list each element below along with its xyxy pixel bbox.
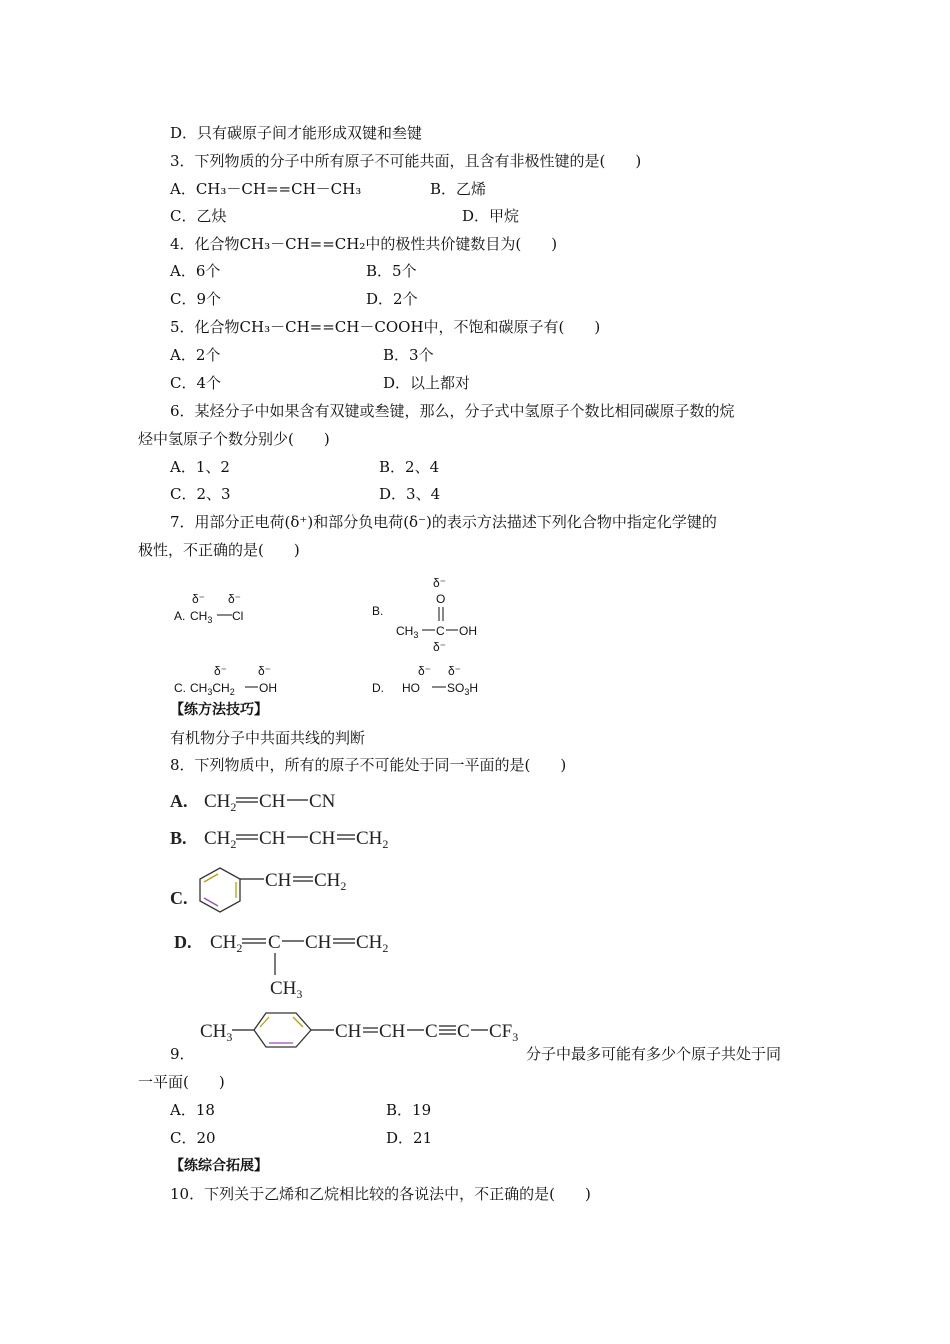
q6-option-a: A．1、2 — [170, 458, 230, 476]
q3-stem: 3．下列物质的分子中所有原子不可能共面，且含有非极性键的是( ) — [170, 152, 642, 170]
q4-stem: 4．化合物CH₃－CH==CH₂中的极性共价键数目为( ) — [170, 235, 558, 253]
q9-ch3: $CH_3$ — [200, 1021, 233, 1044]
q5-stem: 5．化合物CH₃－CH==CH－COOH中，不饱和碳原子有( ) — [170, 318, 601, 336]
q8-options-figure — [168, 785, 548, 1000]
q8-d-label: D. — [174, 932, 192, 952]
q7-b-label: B. — [372, 604, 384, 618]
q2-option-d: D．只有碳原子间才能形成双键和叁键 — [170, 124, 423, 142]
q7-c-label: C. — [174, 681, 186, 695]
q9-c1: C — [425, 1021, 438, 1042]
q8-a-ch: CH — [259, 791, 286, 812]
q7-a-ch3: $CH_3$ — [190, 609, 213, 625]
q3-option-b: B．乙烯 — [430, 180, 487, 198]
q9-c2: C — [457, 1021, 470, 1042]
q7-b-delta-top: δ⁻ — [433, 576, 447, 590]
q9-ch1: CH — [335, 1021, 362, 1042]
q7-c-oh: OH — [259, 681, 277, 695]
q8-stem: 8．下列物质中，所有的原子不可能处于同一平面的是( ) — [170, 756, 567, 774]
q8-a-cn: CN — [309, 791, 336, 812]
q3-option-d: D．甲烷 — [462, 207, 520, 225]
q8-d-ch2b: $CH_2$ — [356, 932, 389, 955]
q7-stem-line2: 极性，不正确的是( ) — [138, 541, 300, 559]
q9-cf3: $CF_3$ — [489, 1021, 519, 1044]
q7-b-oh: OH — [459, 624, 477, 638]
q7-d-so3h: $SO_3H$ — [447, 681, 479, 697]
q7-b-delta-bottom: δ⁻ — [433, 640, 447, 654]
q7-a-cl: Cl — [232, 609, 244, 623]
q9-option-b: B．19 — [386, 1101, 432, 1119]
q8-c-label: C. — [170, 888, 188, 908]
q7-c-delta1: δ⁻ — [214, 664, 228, 678]
q8-c-ch2: $CH_2$ — [314, 870, 347, 893]
q4-option-a: A．6个 — [170, 262, 221, 280]
q7-a-label: A. — [174, 609, 186, 623]
q8-d-ch2a: $CH_2$ — [210, 932, 243, 955]
q8-b-ch2b: $CH_2$ — [356, 828, 389, 851]
q9-molecule-figure — [198, 1003, 538, 1055]
q10-stem: 10．下列关于乙烯和乙烷相比较的各说法中，不正确的是( ) — [170, 1185, 591, 1203]
q7-c-delta2: δ⁻ — [258, 664, 272, 678]
q9-option-d: D．21 — [386, 1129, 433, 1147]
q7-stem-line1: 7．用部分正电荷(δ⁺)和部分负电荷(δ⁻)的表示方法描述下列化合物中指定化学键的 — [170, 513, 717, 531]
section-subtitle: 有机物分子中共面共线的判断 — [170, 729, 366, 747]
q8-a-label: A. — [170, 791, 188, 811]
q9-ch2: CH — [379, 1021, 406, 1042]
section-heading-methods: 【练方法技巧】 — [170, 702, 268, 718]
q8-c-benzene-ring — [200, 868, 240, 912]
q7-d-label: D. — [372, 681, 384, 695]
q8-b-ch1: CH — [259, 828, 286, 849]
q4-option-d: D．2个 — [366, 290, 418, 308]
q7-b-c: C — [436, 624, 445, 638]
q8-a-ch2: $CH_2$ — [204, 791, 237, 814]
q7-b-ch3: $CH_3$ — [396, 624, 419, 640]
q9-stem-line1: 分子中最多可能有多少个原子共处于同 — [526, 1045, 782, 1063]
q6-stem-line2: 烃中氢原子个数分别少( ) — [138, 430, 330, 448]
q8-b-ch2a: $CH_2$ — [204, 828, 237, 851]
q8-b-label: B. — [170, 828, 187, 848]
q7-d-delta1: δ⁻ — [418, 664, 432, 678]
q5-option-a: A．2个 — [170, 346, 221, 364]
q6-option-c: C．2、3 — [170, 485, 231, 503]
q6-option-d: D．3、4 — [379, 485, 441, 503]
q9-option-a: A．18 — [170, 1101, 215, 1119]
q7-a-delta2: δ⁻ — [228, 592, 242, 606]
q7-b-o: O — [436, 592, 446, 606]
q9-benzene-ring — [254, 1013, 311, 1047]
q8-d-c: C — [268, 932, 281, 953]
q7-c-formula: $CH_3CH_2$ — [190, 681, 235, 697]
q8-d-ch: CH — [305, 932, 332, 953]
q5-option-b: B．3个 — [383, 346, 434, 364]
q8-d-ch3: $CH_3$ — [270, 978, 303, 1001]
q6-stem-line1: 6．某烃分子中如果含有双键或叁键，那么，分子式中氢原子个数比相同碳原子数的烷 — [170, 402, 735, 420]
q8-b-ch2: CH — [309, 828, 336, 849]
q9-stem-line2: 一平面( ) — [138, 1073, 225, 1091]
q4-option-b: B．5个 — [366, 262, 417, 280]
q7-options-figure — [170, 575, 530, 700]
q7-d-delta2: δ⁻ — [448, 664, 462, 678]
q3-option-a: A．CH₃－CH==CH－CH₃ — [170, 180, 362, 198]
q6-option-b: B．2、4 — [379, 458, 440, 476]
section-heading-extension: 【练综合拓展】 — [170, 1158, 268, 1174]
q5-option-d: D．以上都对 — [383, 374, 471, 392]
q9-number: 9． — [170, 1045, 195, 1063]
q9-option-c: C．20 — [170, 1129, 216, 1147]
q3-option-c: C．乙炔 — [170, 207, 227, 225]
q7-d-ho: HO — [402, 681, 420, 695]
q7-a-delta1: δ⁻ — [192, 592, 206, 606]
q5-option-c: C．4个 — [170, 374, 222, 392]
q4-option-c: C．9个 — [170, 290, 222, 308]
q8-c-ch: CH — [265, 870, 292, 891]
